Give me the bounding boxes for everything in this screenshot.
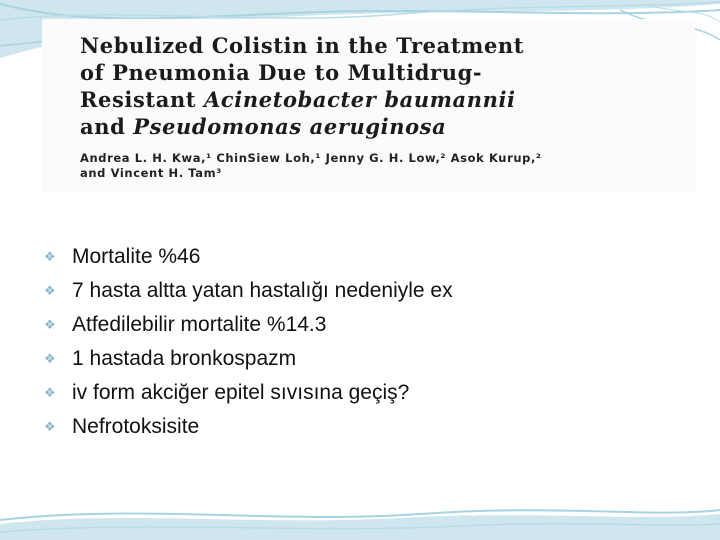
bullet-text: Nefrotoksisite: [72, 415, 200, 438]
bullet-icon: ❖: [44, 249, 56, 264]
paper-title-line4-plain: and: [80, 114, 134, 139]
bullet-item: [44, 376, 453, 410]
paper-title-image: [42, 19, 695, 192]
paper-authors: [80, 151, 695, 181]
paper-authors-line2: and Vincent H. Tam³: [80, 166, 222, 180]
bullet-item: [44, 274, 453, 308]
bullet-icon: ❖: [44, 351, 56, 366]
bullet-text: Mortalite %46: [72, 245, 201, 268]
paper-title-line4-italic: Pseudomonas aeruginosa: [133, 114, 447, 139]
paper-title-line3-italic: Acinetobacter baumannii: [204, 87, 516, 112]
bullet-item: [44, 342, 453, 376]
bullet-icon: ❖: [44, 385, 56, 400]
paper-title-line1: Nebulized Colistin in the Treatment: [80, 33, 525, 58]
paper-title-line2: of Pneumonia Due to Multidrug-: [80, 60, 483, 85]
bullet-text: iv form akciğer epitel sıvısına geçiş?: [72, 381, 410, 404]
bullet-item: [44, 308, 453, 342]
bottom-wave-decoration: [0, 480, 720, 540]
bullet-item: [44, 410, 453, 444]
bullet-icon: ❖: [44, 317, 56, 332]
bullet-text: 1 hastada bronkospazm: [72, 347, 297, 370]
bullet-icon: ❖: [44, 283, 56, 298]
paper-title-line3-plain: Resistant: [80, 87, 205, 112]
paper-title: [80, 32, 695, 140]
bullet-text: 7 hasta altta yatan hastalığı nedeniyle ex: [72, 279, 453, 302]
bullet-text: Atfedilebilir mortalite %14.3: [72, 313, 327, 336]
paper-title-line3: [80, 87, 516, 112]
paper-authors-line1: Andrea L. H. Kwa,¹ ChinSiew Loh,¹ Jenny G. H. Low,² Asok Kurup,²: [80, 151, 542, 165]
paper-title-line4: [80, 114, 446, 139]
bullet-item: [44, 240, 453, 274]
bullet-icon: ❖: [44, 419, 56, 434]
bullet-list: [44, 240, 453, 444]
